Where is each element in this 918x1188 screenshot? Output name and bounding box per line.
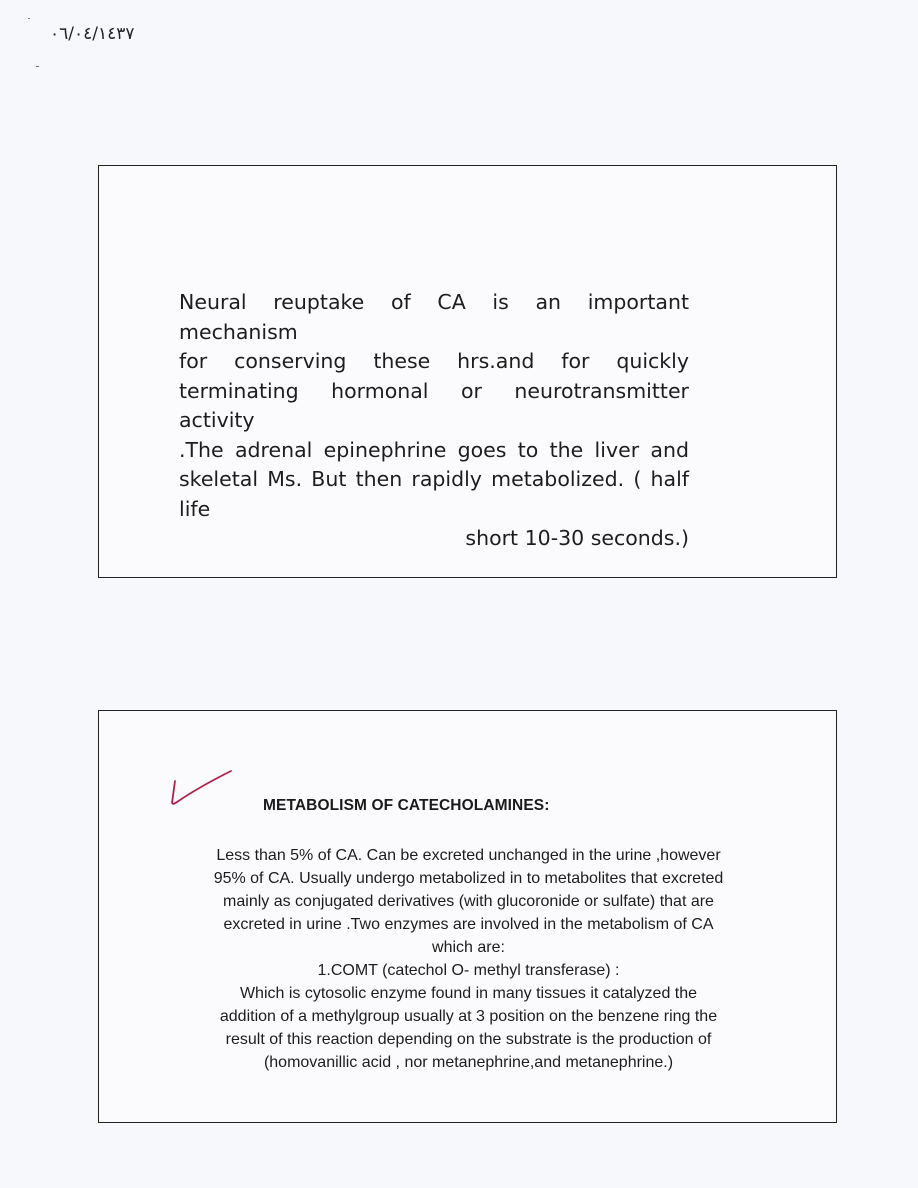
text-line: excreted in urine .Two enzymes are involved in the metabolism of CA	[223, 916, 714, 933]
text-line: result of this reaction depending on the substrate is the production of	[225, 1031, 712, 1048]
slide-title: METABOLISM OF CATECHOLAMINES:	[263, 797, 550, 814]
text-line: Less than 5% of CA. Can be excreted unchanged in the urine ,however	[216, 847, 721, 864]
slide-metabolism	[98, 710, 837, 1123]
text-line: which are:	[432, 939, 505, 956]
slide-metabolism-text	[99, 844, 838, 1074]
text-line: (homovanillic acid , nor metanephrine,and metanephrine.)	[263, 1054, 674, 1071]
text-line: 1.COMT (catechol O- methyl transferase) :	[317, 962, 620, 979]
scan-speck	[36, 66, 39, 67]
handwritten-checkmark-icon	[169, 769, 233, 815]
text-line: for conserving these hrs.and for quickly	[179, 349, 689, 373]
text-line: addition of a methylgroup usually at 3 position on the benzene ring the	[219, 1008, 718, 1025]
slide-reuptake	[98, 165, 837, 578]
text-line: mainly as conjugated derivatives (with glucoronide or sulfate) that are	[223, 893, 714, 910]
slide-reuptake-text	[179, 288, 689, 554]
scan-speck	[28, 18, 30, 19]
handwritten-date: ٠٦/٠٤/١٤٣٧	[50, 24, 135, 44]
text-line: Which is cytosolic enzyme found in many tissues it catalyzed the	[239, 985, 698, 1002]
text-line: 95% of CA. Usually undergo metabolized in to metabolites that excreted	[213, 870, 724, 887]
text-line: short 10-30 seconds.)	[465, 526, 689, 550]
text-line: skeletal Ms. But then rapidly metabolized. ( half life	[179, 467, 689, 521]
text-line: Neural reuptake of CA is an important mechanism	[179, 290, 689, 344]
text-line: .The adrenal epinephrine goes to the liver and	[179, 437, 689, 462]
text-line: terminating hormonal or neurotransmitter activity	[179, 378, 689, 432]
